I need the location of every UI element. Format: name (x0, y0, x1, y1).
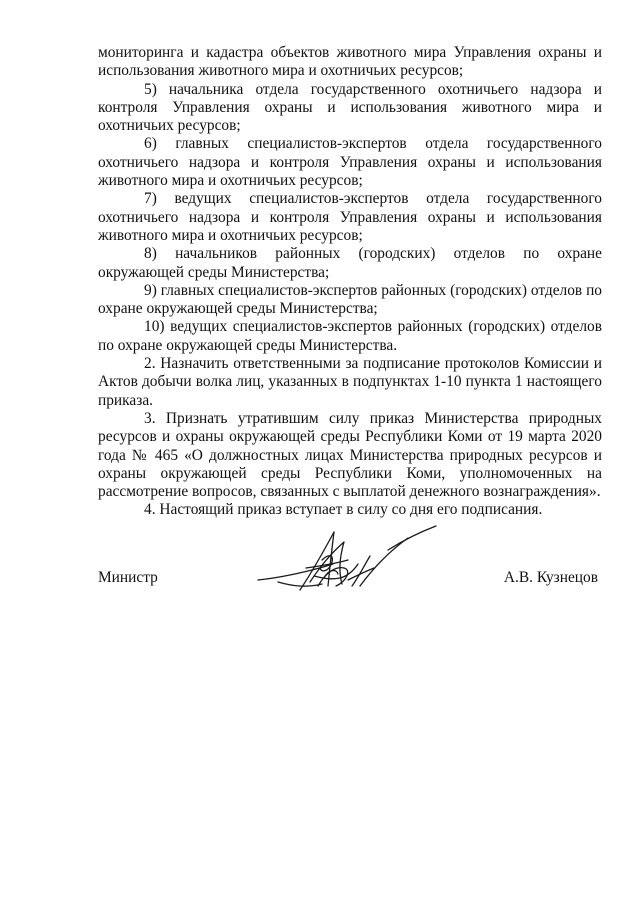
item-2: 2. Назначить ответственными за подписание протоколов Комиссии и Актов добычи волка лиц, указанных в подпунктах 1-10 пункта 1 настоящего приказа. (98, 355, 602, 409)
subitem-8: 8) начальников районных (городских) отделов по охране окружающей среды Министерства; (98, 245, 602, 281)
subitem-10: 10) ведущих специалистов-экспертов районных (городских) отделов по охране окружающей среды Министерства. (98, 318, 602, 354)
signatory-name: А.В. Кузнецов (503, 569, 598, 586)
signature-block (98, 520, 602, 630)
document-body (98, 44, 602, 520)
subitem-7: 7) ведущих специалистов-экспертов отдела государственного охотничьего надзора и контроля Управления охраны и использования животного мира и охотничьих ресурсов; (98, 190, 602, 244)
handwritten-signature (248, 520, 448, 620)
subitem-6: 6) главных специалистов-экспертов отдела государственного охотничьего надзора и контроля Управления охраны и использования животного мира и охотничьих ресурсов; (98, 135, 602, 190)
item-3: 3. Признать утратившим силу приказ Министерства природных ресурсов и охраны окружающей среды Республики Коми от 19 марта 2020 года № 465 «О должностных лицах Министерства природных ресурсов и охраны окружающей среды Республики Коми, уполномоченных на рассмотрение вопросов, связанных с выплатой денежного вознаграждения». (98, 409, 602, 501)
item-4: 4. Настоящий приказ вступает в силу со дня его подписания. (144, 501, 543, 519)
subitem-9: 9) главных специалистов-экспертов районных (городских) отделов по охране окружающей среды Министерства; (98, 281, 602, 318)
subitem-5: 5) начальника отдела государственного охотничьего надзора и контроля Управления охраны и использования животного мира и охотничьих ресурсов; (98, 80, 602, 135)
paragraph-continuation: мониторинга и кадастра объектов животного мира Управления охраны и использования животного мира и охотничьих ресурсов; (98, 44, 602, 80)
signatory-title: Министр (98, 569, 158, 586)
